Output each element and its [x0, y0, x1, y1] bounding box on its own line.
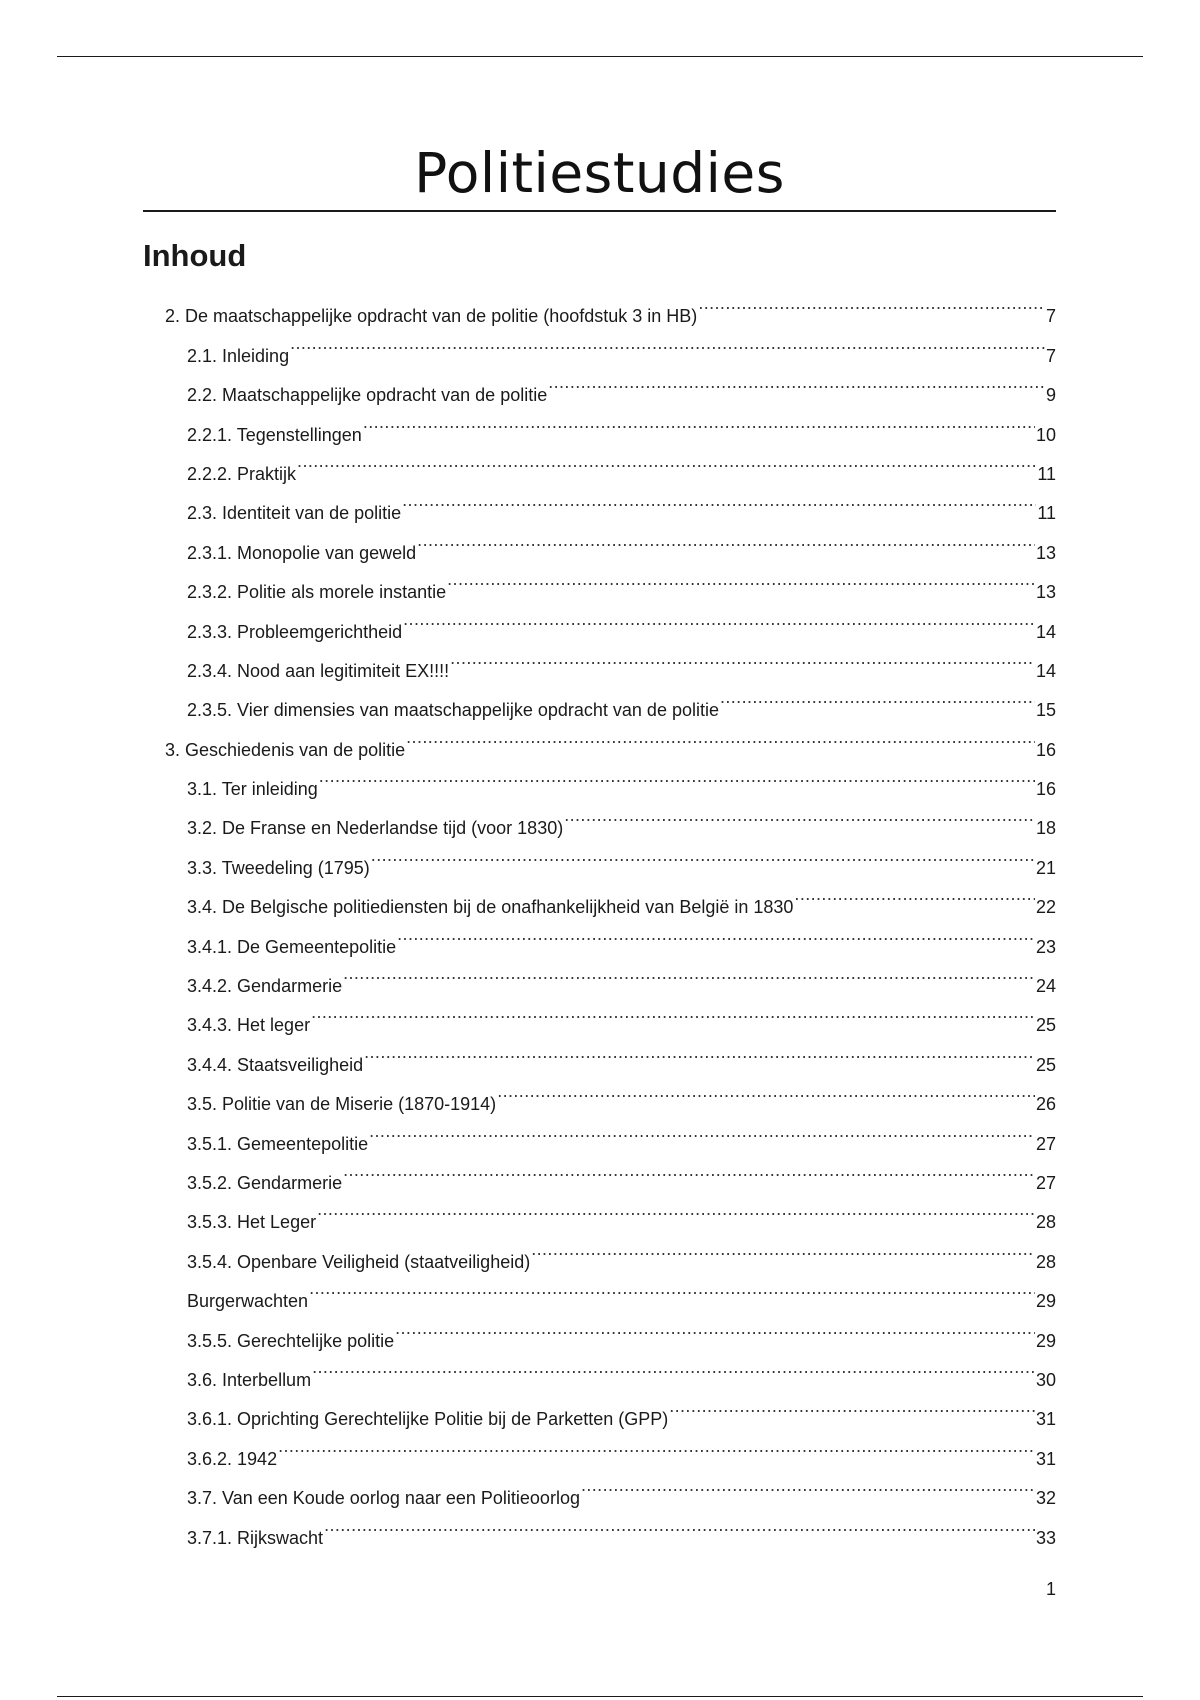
toc-entry[interactable] [143, 401, 1056, 445]
toc-dot-leader [343, 1150, 1035, 1189]
toc-entry[interactable] [143, 1268, 1056, 1312]
toc-dot-leader [319, 756, 1035, 795]
toc-entry-page: 16 [1035, 739, 1056, 760]
toc-entry-title: 3.7. Van een Koude oorlog naar een Politieoorlog [187, 1488, 580, 1509]
toc-dot-leader [403, 598, 1035, 637]
toc-dot-leader [669, 1386, 1035, 1425]
toc-entry-page: 10 [1035, 424, 1056, 445]
page-top-rule [57, 56, 1143, 57]
toc-entry-page: 16 [1035, 779, 1056, 800]
toc-entry-title: 2.3.2. Politie als morele instantie [187, 582, 447, 603]
toc-entry-page: 11 [1037, 503, 1056, 524]
toc-entry-title: 3.4.3. Het leger [187, 1015, 311, 1036]
toc-entry[interactable] [143, 1071, 1056, 1115]
toc-entry[interactable] [143, 362, 1056, 406]
toc-entry[interactable] [143, 874, 1056, 918]
toc-entry[interactable] [143, 677, 1056, 721]
toc-entry-title: 2.2.1. Tegenstellingen [187, 424, 362, 445]
toc-entry-page: 31 [1035, 1409, 1056, 1430]
toc-entry[interactable] [143, 953, 1056, 997]
toc-entry[interactable] [143, 1307, 1056, 1351]
toc-entry-page: 25 [1035, 1015, 1056, 1036]
toc-entry-page: 13 [1035, 542, 1056, 563]
toc-entry[interactable] [143, 480, 1056, 524]
toc-entry[interactable] [143, 1504, 1056, 1548]
document-title: Politiestudies [414, 141, 785, 205]
toc-entry[interactable] [143, 992, 1056, 1036]
toc-entry[interactable] [143, 1031, 1056, 1075]
toc-entry[interactable] [143, 519, 1056, 563]
toc-entry-page: 33 [1035, 1527, 1056, 1548]
toc-entry-title: 3.5.3. Het Leger [187, 1212, 317, 1233]
toc-entry-title: 2.2. Maatschappelijke opdracht van de politie [187, 385, 548, 406]
toc-entry-page: 25 [1035, 1054, 1056, 1075]
toc-dot-leader [417, 519, 1035, 558]
toc-entry-page: 27 [1035, 1172, 1056, 1193]
toc-dot-leader [447, 559, 1035, 598]
toc-entry[interactable] [143, 1150, 1056, 1193]
toc-entry-page: 7 [1045, 306, 1056, 327]
toc-dot-leader [363, 401, 1035, 440]
toc-dot-leader [531, 1228, 1035, 1267]
toc-entry-page: 7 [1045, 345, 1056, 366]
toc-entry[interactable] [143, 638, 1056, 681]
toc-entry-page: 9 [1045, 385, 1056, 406]
toc-entry[interactable] [143, 1465, 1056, 1509]
toc-entry[interactable] [143, 441, 1056, 484]
toc-dot-leader [402, 480, 1036, 519]
toc-entry-title: 2.3. Identiteit van de politie [187, 503, 402, 524]
toc-entry[interactable] [143, 716, 1056, 760]
toc-dot-leader [397, 913, 1035, 952]
toc-entry[interactable] [143, 1347, 1056, 1390]
toc-entry-title: 3.5.5. Gerechtelijke politie [187, 1330, 395, 1351]
toc-heading: Inhoud [143, 238, 247, 273]
toc-entry-title: 3.6. Interbellum [187, 1369, 312, 1390]
toc-entry-page: 23 [1035, 936, 1056, 957]
toc-entry-page: 14 [1035, 621, 1056, 642]
toc-entry[interactable] [143, 1386, 1056, 1430]
table-of-contents [143, 283, 1056, 1548]
toc-entry-title: 3.4.1. De Gemeentepolitie [187, 936, 397, 957]
toc-entry[interactable] [143, 834, 1056, 878]
toc-dot-leader [297, 441, 1036, 480]
toc-dot-leader [406, 716, 1035, 755]
toc-dot-leader [395, 1307, 1035, 1346]
toc-entry-title: 2.2.2. Praktijk [187, 463, 297, 484]
toc-entry-title: 2.1. Inleiding [187, 345, 290, 366]
toc-entry-page: 13 [1035, 582, 1056, 603]
toc-entry[interactable] [143, 756, 1056, 800]
toc-entry-page: 26 [1035, 1094, 1056, 1115]
toc-entry-title: 3.1. Ter inleiding [187, 779, 318, 800]
toc-entry-page: 18 [1035, 818, 1056, 839]
toc-dot-leader [311, 992, 1035, 1031]
toc-entry-title: 3.4.4. Staatsveiligheid [187, 1054, 364, 1075]
toc-entry-title: 3.6.1. Oprichting Gerechtelijke Politie bij de Parketten (GPP) [187, 1409, 669, 1430]
toc-dot-leader [364, 1031, 1035, 1070]
toc-dot-leader [309, 1268, 1035, 1307]
toc-entry-title: 3.5.2. Gendarmerie [187, 1172, 343, 1193]
toc-entry-page: 28 [1035, 1251, 1056, 1272]
toc-entry-title: 3.5.1. Gemeentepolitie [187, 1133, 369, 1154]
toc-dot-leader [698, 283, 1045, 322]
toc-dot-leader [343, 953, 1035, 992]
toc-entry-title: 3.5.4. Openbare Veiligheid (staatveiligheid) [187, 1251, 531, 1272]
toc-entry-page: 29 [1035, 1330, 1056, 1351]
toc-dot-leader [497, 1071, 1035, 1110]
toc-dot-leader [278, 1425, 1035, 1464]
toc-dot-leader [312, 1347, 1035, 1386]
toc-entry[interactable] [143, 322, 1056, 366]
toc-entry[interactable] [143, 283, 1056, 327]
title-underline [143, 210, 1056, 212]
toc-entry-page: 32 [1035, 1488, 1056, 1509]
toc-entry[interactable] [143, 559, 1056, 603]
toc-dot-leader [450, 638, 1035, 677]
toc-entry-title: 3.4.2. Gendarmerie [187, 976, 343, 997]
toc-entry-page: 15 [1035, 700, 1056, 721]
toc-entry-page: 27 [1035, 1133, 1056, 1154]
toc-dot-leader [548, 362, 1045, 401]
toc-dot-leader [564, 795, 1035, 834]
toc-entry-title: 2.3.3. Probleemgerichtheid [187, 621, 403, 642]
toc-dot-leader [794, 874, 1035, 913]
toc-dot-leader [371, 834, 1035, 873]
toc-entry-title: 2.3.1. Monopolie van geweld [187, 542, 417, 563]
toc-entry[interactable] [143, 598, 1056, 642]
page-number: 1 [1045, 1579, 1056, 1599]
toc-entry-page: 28 [1035, 1212, 1056, 1233]
toc-entry-title: 3.5. Politie van de Miserie (1870-1914) [187, 1094, 497, 1115]
toc-entry-title: 3.3. Tweedeling (1795) [187, 857, 370, 878]
toc-entry-page: 31 [1035, 1448, 1056, 1469]
toc-entry[interactable] [143, 913, 1056, 957]
toc-dot-leader [317, 1189, 1035, 1228]
toc-entry-title: 2. De maatschappelijke opdracht van de politie (hoofdstuk 3 in HB) [165, 306, 698, 327]
toc-entry-title: Burgerwachten [187, 1291, 309, 1312]
toc-dot-leader [369, 1110, 1035, 1149]
toc-entry-page: 24 [1035, 976, 1056, 997]
toc-dot-leader [324, 1504, 1035, 1543]
toc-entry-page: 14 [1035, 660, 1056, 681]
toc-entry-title: 2.3.4. Nood aan legitimiteit EX!!!! [187, 660, 450, 681]
toc-entry-page: 29 [1035, 1291, 1056, 1312]
toc-entry-title: 3.6.2. 1942 [187, 1448, 278, 1469]
toc-entry-page: 21 [1035, 857, 1056, 878]
toc-entry-page: 30 [1035, 1369, 1056, 1390]
toc-entry-page: 11 [1037, 463, 1056, 484]
toc-dot-leader [581, 1465, 1035, 1504]
toc-entry-title: 3.2. De Franse en Nederlandse tijd (voor 1830) [187, 818, 564, 839]
toc-entry-title: 3.7.1. Rijkswacht [187, 1527, 324, 1548]
toc-entry[interactable] [143, 1228, 1056, 1272]
page-bottom-rule [57, 1696, 1143, 1697]
toc-entry[interactable] [143, 1189, 1056, 1233]
toc-entry[interactable] [143, 1425, 1056, 1469]
toc-entry-title: 3. Geschiedenis van de politie [165, 739, 406, 760]
toc-entry[interactable] [143, 795, 1056, 839]
toc-entry[interactable] [143, 1110, 1056, 1154]
toc-entry-title: 3.4. De Belgische politiediensten bij de onafhankelijkheid van België in 1830 [187, 897, 794, 918]
toc-dot-leader [720, 677, 1035, 716]
toc-dot-leader [290, 322, 1045, 361]
toc-entry-title: 2.3.5. Vier dimensies van maatschappelijke opdracht van de politie [187, 700, 719, 721]
toc-entry-page: 22 [1035, 897, 1056, 918]
